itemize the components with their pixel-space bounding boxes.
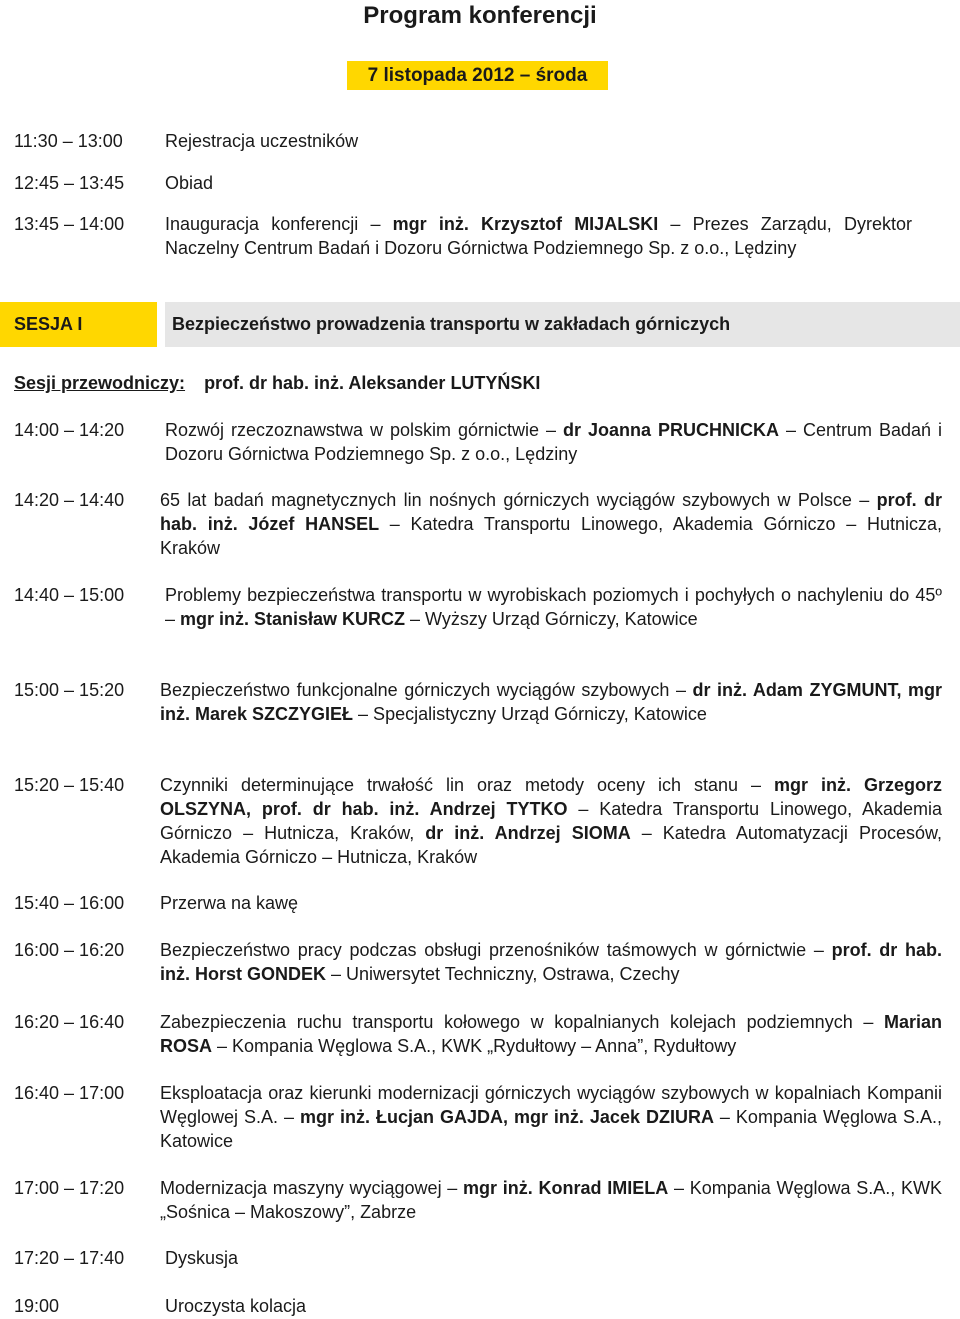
row-text (160, 1010, 942, 1058)
text-part: – Kompania Węglowa S.A., KWK „Sośnica – Makoszowy”, Zabrze (160, 1178, 942, 1222)
row-time: 14:40 – 15:00 (14, 585, 125, 605)
row-text (160, 891, 942, 915)
row-text: Uroczysta kolacja (165, 1296, 307, 1316)
text-part: – Kompania Węglowa S.A., KWK „Rydułtowy – Anna”, Rydułtowy (212, 1036, 737, 1056)
text-part: – Katedra Transportu Linowego, Akademia Górniczo – Hutnicza, Kraków, (160, 799, 942, 843)
text-part: Przerwa na kawę (160, 893, 299, 913)
text-part: – Prezes Zarządu, Dyrektor Naczelny Centrum Badań i Dozoru Górnictwa Podziemnego Sp. z o.o., Lędziny (165, 214, 912, 258)
speaker-name: dr inż. Andrzej SIOMA (425, 823, 631, 843)
conference-date: 7 listopada 2012 – środa (347, 61, 608, 90)
chair-name: prof. dr hab. inż. Aleksander LUTYŃSKI (204, 373, 541, 393)
row-text (160, 773, 942, 869)
text-part: Rozwój rzeczoznawstwa w polskim górnictwie – (165, 420, 563, 440)
text-part: – Centrum Badań i Dozoru Górnictwa Podziemnego Sp. z o.o., Lędziny (165, 420, 942, 464)
row-time: 13:45 – 14:00 (14, 214, 125, 234)
row-text (160, 678, 942, 726)
row-text (160, 1081, 942, 1153)
text-part: Czynniki determinujące trwałość lin oraz metody oceny ich stanu – (160, 775, 775, 795)
row-time: 15:00 – 15:20 (14, 680, 125, 700)
row-time: 16:00 – 16:20 (14, 940, 125, 960)
text-part: 65 lat badań magnetycznych lin nośnych górniczych wyciągów szybowych w Polsce – (160, 490, 877, 510)
session-chair (14, 371, 540, 395)
text-part: – Wyższy Urząd Górniczy, Katowice (405, 609, 698, 629)
chair-label: Sesji przewodniczy: (14, 373, 186, 393)
session-title: Bezpieczeństwo prowadzenia transportu w zakładach górniczych (165, 302, 960, 347)
row-text (160, 938, 942, 986)
text-part: – Kompania Węglowa S.A., Katowice (160, 1107, 942, 1151)
page-title: Program konferencji (363, 2, 597, 29)
text-part: Inauguracja konferencji – (165, 214, 393, 234)
row-text: Rejestracja uczestników (165, 131, 359, 151)
row-text: Obiad (165, 173, 214, 193)
text-part: Bezpieczeństwo funkcjonalne górniczych wyciągów szybowych – (160, 680, 693, 700)
text-part: Modernizacja maszyny wyciągowej – (160, 1178, 464, 1198)
row-time: 16:40 – 17:00 (14, 1083, 125, 1103)
row-time: 17:00 – 17:20 (14, 1178, 125, 1198)
speaker-name: prof. dr hab. inż. Horst GONDEK (160, 940, 943, 984)
row-text (165, 583, 942, 631)
row-time: 16:20 – 16:40 (14, 1012, 125, 1032)
text-part: – Katedra Automatyzacji Procesów, Akademia Górniczo – Hutnicza, Kraków (160, 823, 942, 867)
speaker-name: mgr inż. Konrad IMIELA (463, 1178, 669, 1198)
row-time: 17:20 – 17:40 (14, 1248, 125, 1268)
speaker-name: prof. dr hab. inż. Józef HANSEL (160, 490, 942, 534)
text-part: – Katedra Transportu Linowego, Akademia Górniczo – Hutnicza, Kraków (160, 514, 942, 558)
row-time: 11:30 – 13:00 (14, 131, 123, 151)
row-text: Dyskusja (165, 1248, 239, 1268)
speaker-name: dr Joanna PRUCHNICKA (563, 420, 779, 440)
row-time: 14:00 – 14:20 (14, 420, 125, 440)
text-part: Problemy bezpieczeństwa transportu w wyrobiskach poziomych i pochyłych o nachyleniu do 45º – (165, 585, 942, 629)
session-header (0, 302, 960, 347)
row-text (160, 1176, 942, 1224)
row-time: 14:20 – 14:40 (14, 490, 125, 510)
text-part: Eksploatacja oraz kierunki modernizacji górniczych wyciągów szybowych w kopalniach Kompanii Węglowej S.A. – (160, 1083, 942, 1127)
row-time: 12:45 – 13:45 (14, 173, 125, 193)
text-part: Zabezpieczenia ruchu transportu kołowego w kopalnianych kolejach podziemnych – (160, 1012, 884, 1032)
row-time: 15:40 – 16:00 (14, 893, 125, 913)
row-text (165, 418, 942, 466)
speaker-name: mgr inż. Stanisław KURCZ (180, 609, 406, 629)
row-text (160, 488, 942, 560)
text-part: – Specjalistyczny Urząd Górniczy, Katowice (353, 704, 707, 724)
speaker-name: mgr inż. Łucjan GAJDA, mgr inż. Jacek DZIURA (300, 1107, 714, 1127)
row-time: 19:00 (14, 1296, 60, 1316)
speaker-name: Marian ROSA (160, 1012, 942, 1056)
row-time: 15:20 – 15:40 (14, 775, 125, 795)
row-text (165, 212, 912, 260)
session-tag: SESJA I (0, 302, 157, 347)
speaker-name: dr inż. Adam ZYGMUNT, mgr inż. Marek SZCZYGIEŁ (160, 680, 942, 724)
text-part: – Uniwersytet Techniczny, Ostrawa, Czechy (326, 964, 680, 984)
text-part: Bezpieczeństwo pracy podczas obsługi przenośników taśmowych w górnictwie – (160, 940, 832, 960)
speaker-name: mgr inż. Krzysztof MIJALSKI (392, 214, 659, 234)
speaker-name: mgr inż. Grzegorz OLSZYNA, prof. dr hab. inż. Andrzej TYTKO (160, 775, 943, 819)
